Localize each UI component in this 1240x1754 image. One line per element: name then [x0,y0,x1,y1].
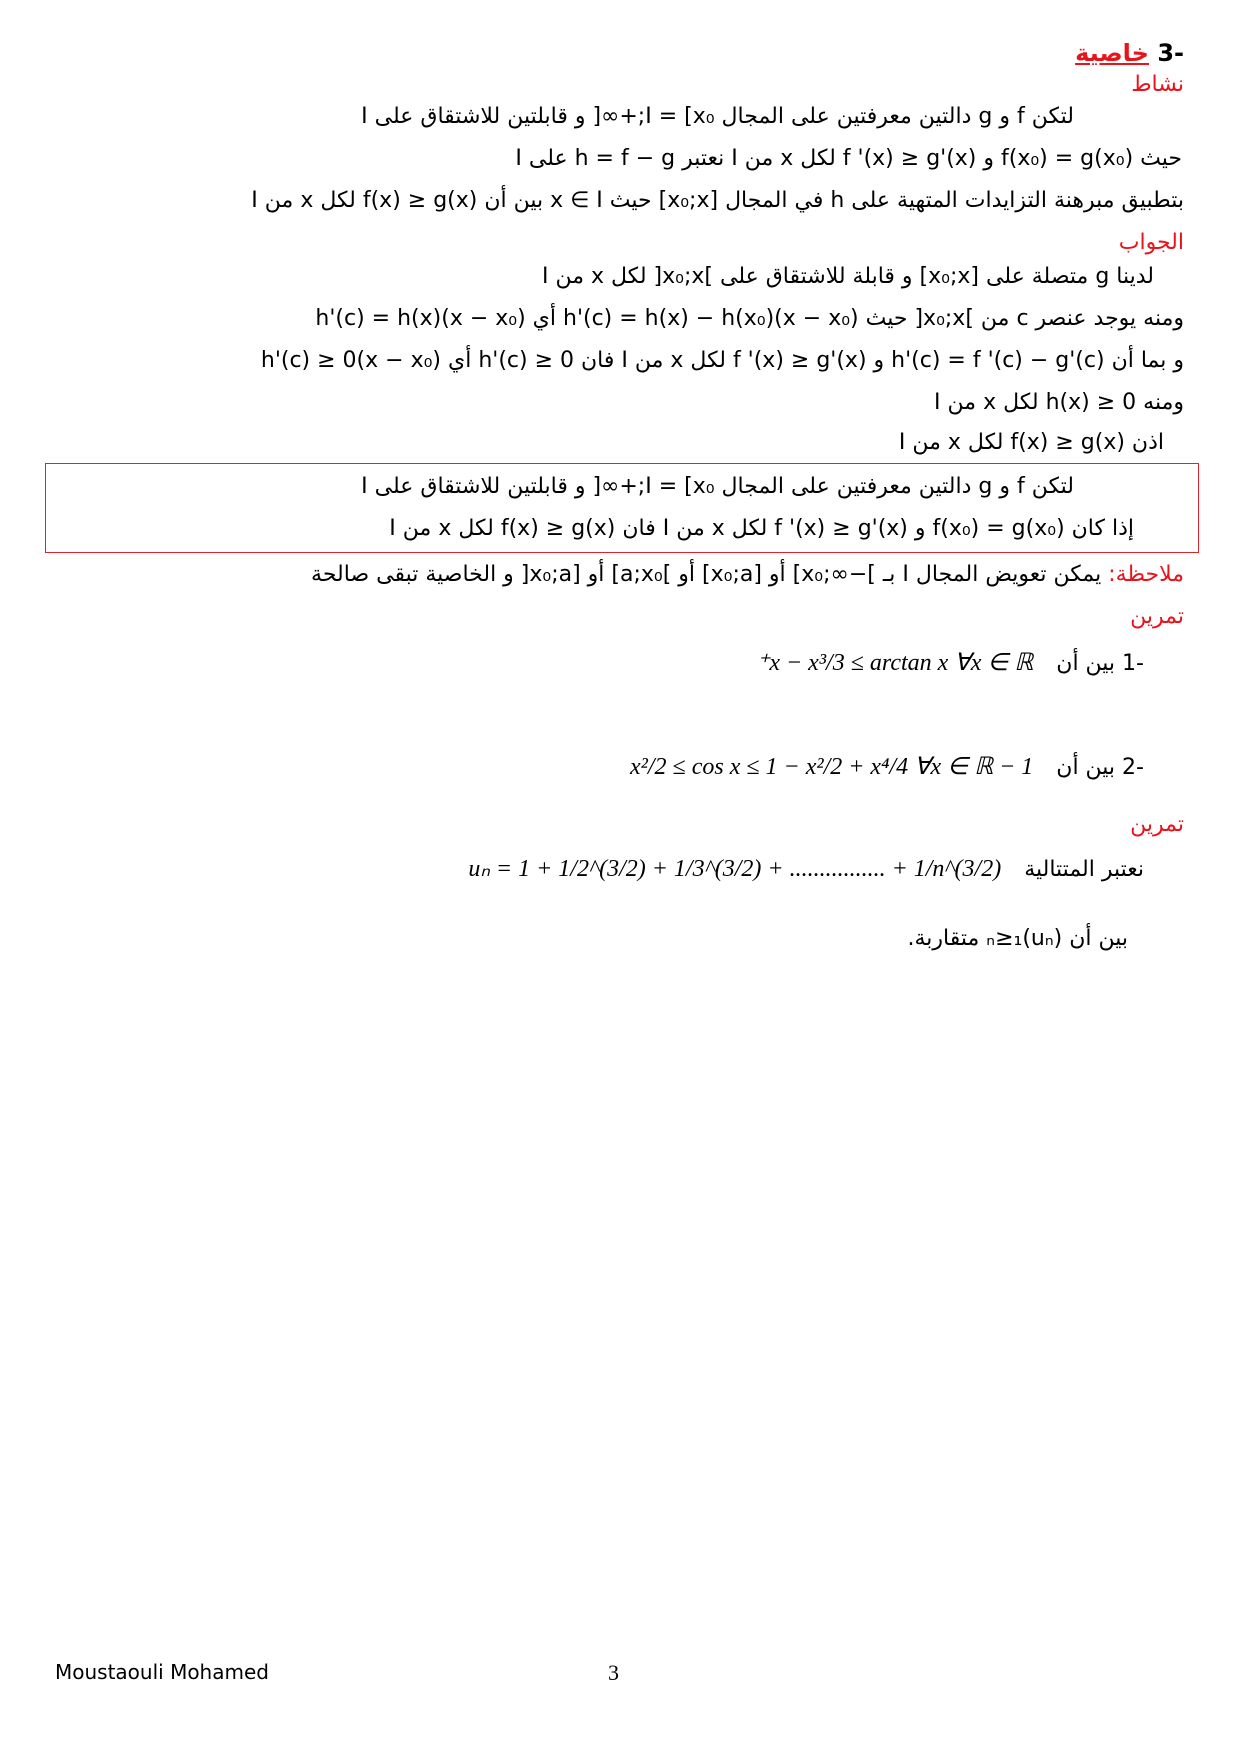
activity-label: نشاط [1131,72,1184,97]
property-line-1: لتكن f و g دالتين معرفتين على المجال I = [x₀;+∞[ و قابلتين للاشتقاق على I [361,474,1074,499]
exercise-2-sequence-math: uₙ = 1 + 1/2^(3/2) + 1/3^(3/2) + ................ + 1/n^(3/2) [468,856,1002,882]
exercise-2-line-1 [90,850,1184,889]
activity-line-1: لتكن f و g دالتين معرفتين على المجال I = [x₀;+∞[ و قابلتين للاشتقاق على I [361,104,1074,129]
exercise-1-q1-prefix: -1 بين أن [1056,651,1144,676]
remark [90,556,1184,594]
answer-label: الجواب [1118,230,1184,255]
footer-page-number: 3 [608,1660,619,1685]
remark-label: ملاحظة: [1108,562,1184,587]
property-line-2: إذا كان f(x₀) = g(x₀) و f '(x) ≥ g'(x) لكل x من I فان f(x) ≥ g(x) لكل x من I [389,516,1134,541]
exercise-1-question-1 [90,644,1184,683]
answer-line-5: اذن f(x) ≥ g(x) لكل x من I [898,430,1164,455]
exercise-1-q1-math: x − x³/3 ≤ arctan x ∀x ∈ ℝ⁺ [756,650,1034,676]
exercise-2-line-2: بين أن (uₙ)ₙ≥₁ متقاربة. [907,926,1128,951]
remark-text: يمكن تعويض المجال I بـ ]−∞;x₀] أو [x₀;a] أو ]a;x₀] أو [x₀;a[ و الخاصية تبقى صالحة [311,562,1102,587]
footer-author: Moustaouli Mohamed [55,1660,269,1684]
exercise-1-q2-prefix: -2 بين أن [1056,755,1144,780]
exercise-1-question-2 [90,748,1184,787]
answer-line-1: لدينا g متصلة على [x₀;x] و قابلة للاشتقاق على ]x₀;x[ لكل x من I [541,264,1154,289]
exercise-2-label: تمرين [1130,812,1184,837]
exercise-1-q2-math: 1 − x²/2 ≤ cos x ≤ 1 − x²/2 + x⁴/4 ∀x ∈ ℝ [630,754,1034,780]
answer-line-4: ومنه h(x) ≥ 0 لكل x من I [934,390,1184,415]
activity-line-2: حيث f(x₀) = g(x₀) و f '(x) ≥ g'(x) لكل x من I نعتبر h = f − g على I [515,146,1182,171]
exercise-1-label: تمرين [1130,604,1184,629]
exercise-2-line1-prefix: نعتبر المتتالية [1024,857,1144,882]
section-number: -3 [1157,39,1184,67]
activity-line-3: بتطبيق مبرهنة التزايدات المتهية على h في المجال [x₀;x] حيث x ∈ I بين أن f(x) ≥ g(x) لكل x من I [251,188,1184,213]
answer-line-3: و بما أن h'(c) = f '(c) − g'(c) و f '(x) ≥ g'(x) لكل x من I فان h'(c) ≥ 0 أي (x − x₀)h'(c) ≥ 0 [260,348,1184,373]
answer-line-2: ومنه يوجد عنصر c من ]x₀;x[ حيث (x − x₀)h'(c) = h(x) − h(x₀) أي (x − x₀)h'(c) = h(x) [315,306,1184,331]
section-title: خاصية [1075,39,1149,67]
